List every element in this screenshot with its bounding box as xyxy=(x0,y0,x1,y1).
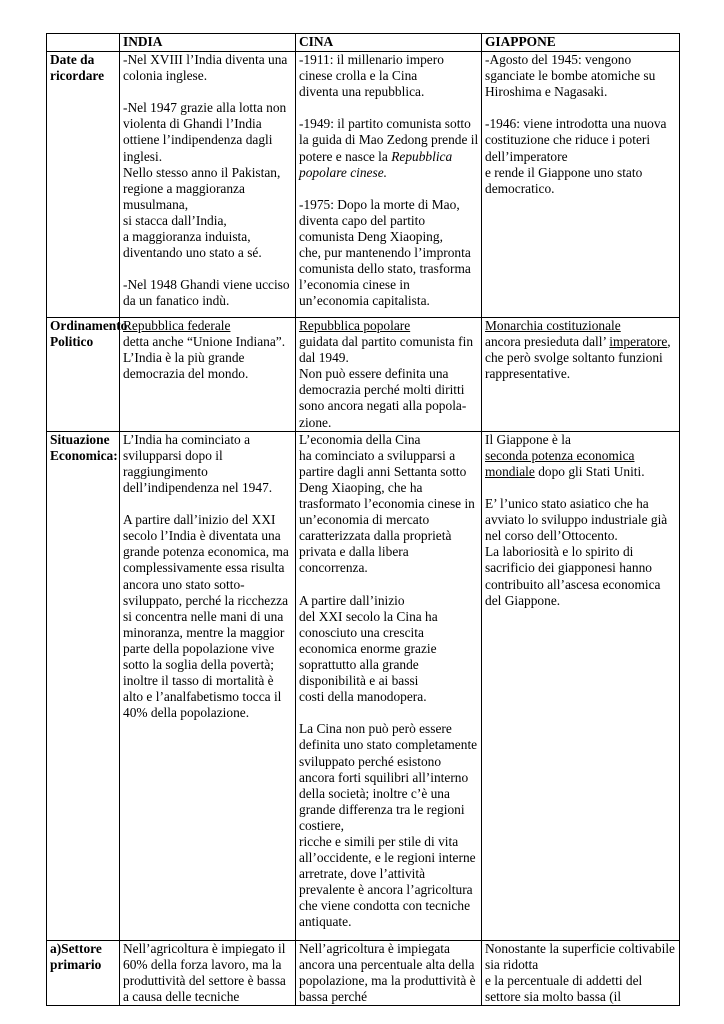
text-paragraph: -Nel 1947 grazie alla lotta non violenta di Ghandi l’India ottiene l’indipendenza dagli inglesi. xyxy=(123,100,287,164)
text-paragraph: A partire dall’inizio del XXI secolo l’India è diventata una grande potenza economica, ma complessivamente essa risulta ancora uno stato sotto-sviluppato, perché la ricchezza si concentra nelle mani di una minoranza, mentre la maggior parte della popolazione vive sotto la soglia della povertà; inoltre il tasso di mortalità è alto e l’analfabetismo tocca il 40% della popolazione. xyxy=(123,512,289,721)
text-paragraph: detta anche “Unione Indiana”. xyxy=(123,334,286,350)
text-run: ancora presieduta dall’ xyxy=(485,334,610,350)
cell-ordinamento-giappone xyxy=(482,318,680,432)
cell-economica-india xyxy=(120,431,296,940)
text-paragraph: -Agosto del 1945: vengono sganciate le bombe atomiche su Hiroshima e Nagasaki. xyxy=(485,52,656,100)
text-paragraph: Il Giappone è la xyxy=(485,431,571,447)
cell-economica-cina xyxy=(296,431,482,940)
text-paragraph: guidata dal partito comunista fin dal 1949. xyxy=(299,334,474,366)
text-run: -1949: il partito comunista sotto la guida di Mao Zedong prende il potere e nasce la xyxy=(299,116,479,164)
text-paragraph: L’India è la più grande democrazia del mondo. xyxy=(123,350,249,382)
cell-ordinamento-india xyxy=(120,318,296,432)
text-paragraph: Non può essere definita una democrazia perché molti diritti sono ancora negati alla popola-zione. xyxy=(299,366,467,430)
cell-primario-india xyxy=(120,940,296,1005)
text-paragraph: a maggioranza induista, diventando uno stato a sé. xyxy=(123,229,262,261)
text-run: dopo gli Stati Uniti. xyxy=(534,463,645,479)
text-paragraph: L’India ha cominciato a svilupparsi dopo il raggiungimento dell’indipendenza nel 1947. xyxy=(123,431,273,495)
row-label-ordinamento: Ordinamento Politico xyxy=(47,318,120,432)
cell-primario-giappone xyxy=(482,940,680,1005)
row-situazione-economica xyxy=(47,431,680,940)
text-paragraph: La laboriosità e lo spirito di sacrificio dei giapponesi hanno contribuito all’ascesa economica del Giappone. xyxy=(485,544,661,608)
text-paragraph: nel corso dell’Ottocento. xyxy=(485,528,618,544)
text-paragraph: -Nel 1948 Ghandi viene ucciso da un fanatico indù. xyxy=(123,277,290,309)
text-paragraph: Nello stesso anno il Pakistan, regione a maggioranza musulmana, xyxy=(123,164,281,212)
row-label-date: Date da ricordare xyxy=(47,52,120,318)
text-paragraph: si stacca dall’India, xyxy=(123,212,227,228)
text-paragraph xyxy=(485,334,677,382)
row-settore-primario xyxy=(47,940,680,1005)
text-paragraph: La Cina non può però essere definita uno stato completamente xyxy=(299,721,478,753)
header-india: INDIA xyxy=(120,34,296,52)
text-paragraph: Nell’agricoltura è impiegato il 60% della forza lavoro, ma la produttività del settore è bassa a causa delle tecniche xyxy=(123,940,286,1004)
row-label-primario: a)Settore primario xyxy=(47,940,120,1005)
text-paragraph: diventa una repubblica. xyxy=(299,84,425,100)
text-paragraph: L’economia della Cina xyxy=(299,431,421,447)
header-row xyxy=(47,34,680,52)
text-paragraph xyxy=(299,116,479,180)
row-date-da-ricordare xyxy=(47,52,680,318)
cell-date-giappone xyxy=(482,52,680,318)
header-giappone: GIAPPONE xyxy=(482,34,680,52)
comparison-table xyxy=(46,33,680,1006)
cell-date-cina xyxy=(296,52,482,318)
underlined-text: imperatore xyxy=(609,334,668,350)
text-paragraph: e la percentuale di addetti del settore sia molto bassa (il xyxy=(485,972,643,1004)
text-paragraph: Nell’agricoltura è impiegata ancora una percentuale alta della popolazione, ma la produttività è bassa perché xyxy=(299,940,476,1004)
text-paragraph xyxy=(485,448,677,480)
underlined-text: seconda potenza economica mondiale xyxy=(485,447,635,479)
row-label-economica: Situazione Economica: xyxy=(47,431,120,940)
text-paragraph: -1975: Dopo la morte di Mao, diventa capo del partito comunista Deng Xiaoping, xyxy=(299,196,460,245)
cell-date-india xyxy=(120,52,296,318)
text-paragraph: E’ l’unico stato asiatico che ha avviato lo sviluppo industriale già xyxy=(485,496,668,528)
text-run: , che però svolge soltanto funzioni rappresentative. xyxy=(485,334,671,382)
cell-ordinamento-cina xyxy=(296,318,482,432)
text-paragraph: costi della manodopera. xyxy=(299,689,427,705)
text-paragraph: e rende il Giappone uno stato democratico. xyxy=(485,164,643,196)
italic-text: Repubblica popolare cinese. xyxy=(299,148,453,180)
text-paragraph: ricche e simili per stile di vita all’occidente, e le regioni interne arretrate, dove l’attività prevalente è ancora l’agricoltura che viene condotta con tecniche antiquate. xyxy=(299,834,476,930)
text-paragraph: -1946: viene introdotta una nuova costituzione che riduce i poteri dell’imperatore xyxy=(485,116,667,164)
text-paragraph: Nonostante la superficie coltivabile sia ridotta xyxy=(485,940,676,972)
text-paragraph: che, pur mantenendo l’impronta comunista dello stato, trasforma l’economia cinese in un’economia capitalista. xyxy=(299,245,471,309)
underlined-text: Repubblica federale xyxy=(123,318,231,333)
row-ordinamento-politico xyxy=(47,318,680,432)
cell-primario-cina xyxy=(296,940,482,1005)
text-paragraph: -Nel XVIII l’India diventa una colonia inglese. xyxy=(123,52,288,84)
underlined-text: Repubblica popolare xyxy=(299,318,411,333)
header-blank-cell xyxy=(47,34,120,52)
cell-economica-giappone xyxy=(482,431,680,940)
text-paragraph: ha cominciato a svilupparsi a partire dagli anni Settanta sotto Deng Xiaoping, che ha trasformato l’economia cinese in un’economia di mercato caratterizzata dalla proprietà privata e dalla libera concorrenza. xyxy=(299,447,475,576)
text-paragraph: sviluppato perché esistono ancora forti squilibri all’interno della società; inoltre c’è una grande differenza tra le regioni costiere, xyxy=(299,753,469,833)
text-paragraph: A partire dall’inizio xyxy=(299,592,405,608)
underlined-text: Monarchia costituzionale xyxy=(485,318,621,333)
text-paragraph: -1911: il millenario impero cinese crolla e la Cina xyxy=(299,52,444,84)
header-cina: CINA xyxy=(296,34,482,52)
text-paragraph: del XXI secolo la Cina ha conosciuto una crescita economica enorme grazie soprattutto alla grande disponibilità e ai bassi xyxy=(299,608,438,689)
